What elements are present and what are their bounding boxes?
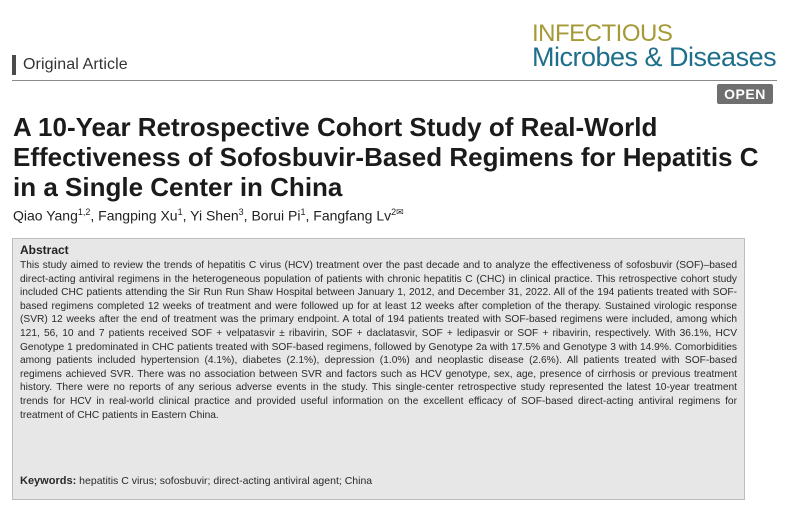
header-divider xyxy=(12,80,777,81)
author-affiliation: 3 xyxy=(238,207,244,217)
abstract-text: This study aimed to review the trends of hepatitis C virus (HCV) treatment over the past decade and to analyze the effectiveness of sofosbuvir (SOF)–based direct-acting antiviral regimens in the heterogeneous population of patients with chronic hepatitis C (CHC) in clinical practice. This retrospective cohort study included CHC patients attending the Sir Run Run Shaw Hospital between January 1, 2012, and December 31, 2022. All of the 194 patients treated with SOF-based regimens completed 12 weeks of treatment and were followed up for at least 12 weeks after completion of the therapy. Sustained virologic response (SVR) 12 weeks after the end of treatment was the primary endpoint. A total of 194 patients treated with SOF-based regimens were included, among which 121, 56, 10 and 7 patients received SOF + velpatasvir ± ribavirin, SOF + daclatasvir, SOF + ledipasvir or SOF + ribavirin, respectively. With 36.1%, HCV Genotype 1 predominated in CHC patients treated with SOF-based regimens, followed by Genotype 2a with 17.5% and Genotype 3 with 14.9%. Comorbidities among patients included hypertension (4.1%), diabetes (2.1%), depression (1.0%) and neoplastic disease (2.6%). All patients treated with SOF-based regimens achieved SVR. There was no association between SVR and factors such as HCV genotype, sex, age, presence of cirrhosis or previous treatment history. There were no reports of any serious adverse events in the study. This single-center retrospective study represented the latest 10-year treatment trends for HCV in real-world clinical practice and provided useful information on the excellent efficacy of SOF-based direct-acting antiviral regimens for treatment of CHC patients in Eastern China. xyxy=(20,260,737,421)
author-affiliation: 1 xyxy=(300,207,306,217)
keywords-label: Keywords: xyxy=(20,475,77,487)
author-list: Qiao Yang$^{1,2}$, Fangping Xu$^1$, Yi Shen$^3$, Borui Pi$^1$, Fangfang $Lv^{2✉}$ xyxy=(13,207,404,224)
author-name[interactable]: Qiao Yang xyxy=(13,207,78,224)
abstract-box xyxy=(12,238,745,500)
open-access-badge: OPEN xyxy=(717,84,773,104)
journal-logo xyxy=(532,22,777,71)
author-affiliation: 1,2 xyxy=(77,207,91,217)
author-affiliation: 1 xyxy=(177,207,183,217)
journal-logo-line2: Microbes & Diseases xyxy=(532,42,777,72)
article-type xyxy=(12,54,128,76)
author-affiliation: 2✉ xyxy=(391,207,404,217)
author-name[interactable]: Borui Pi xyxy=(251,207,301,224)
author-name[interactable]: Yi Shen xyxy=(190,207,239,224)
article-type-label: Original Article xyxy=(23,56,128,73)
author-name[interactable]: Fangping Xu xyxy=(98,207,178,224)
keywords xyxy=(20,475,372,487)
keywords-text: hepatitis C virus; sofosbuvir; direct-acting antiviral agent; China xyxy=(79,475,373,487)
abstract-heading: Abstract xyxy=(20,243,69,257)
journal-logo-line1: INFECTIOUS xyxy=(532,20,673,47)
article-type-marker xyxy=(12,55,16,75)
author-name[interactable]: Fangfang Lv xyxy=(313,207,392,224)
article-title: A 10-Year Retrospective Cohort Study of Real-World Effectiveness of Sofosbuvir-Based Regimens for Hepatitis C in a Single Center in China xyxy=(13,112,759,202)
page-header xyxy=(12,22,777,80)
